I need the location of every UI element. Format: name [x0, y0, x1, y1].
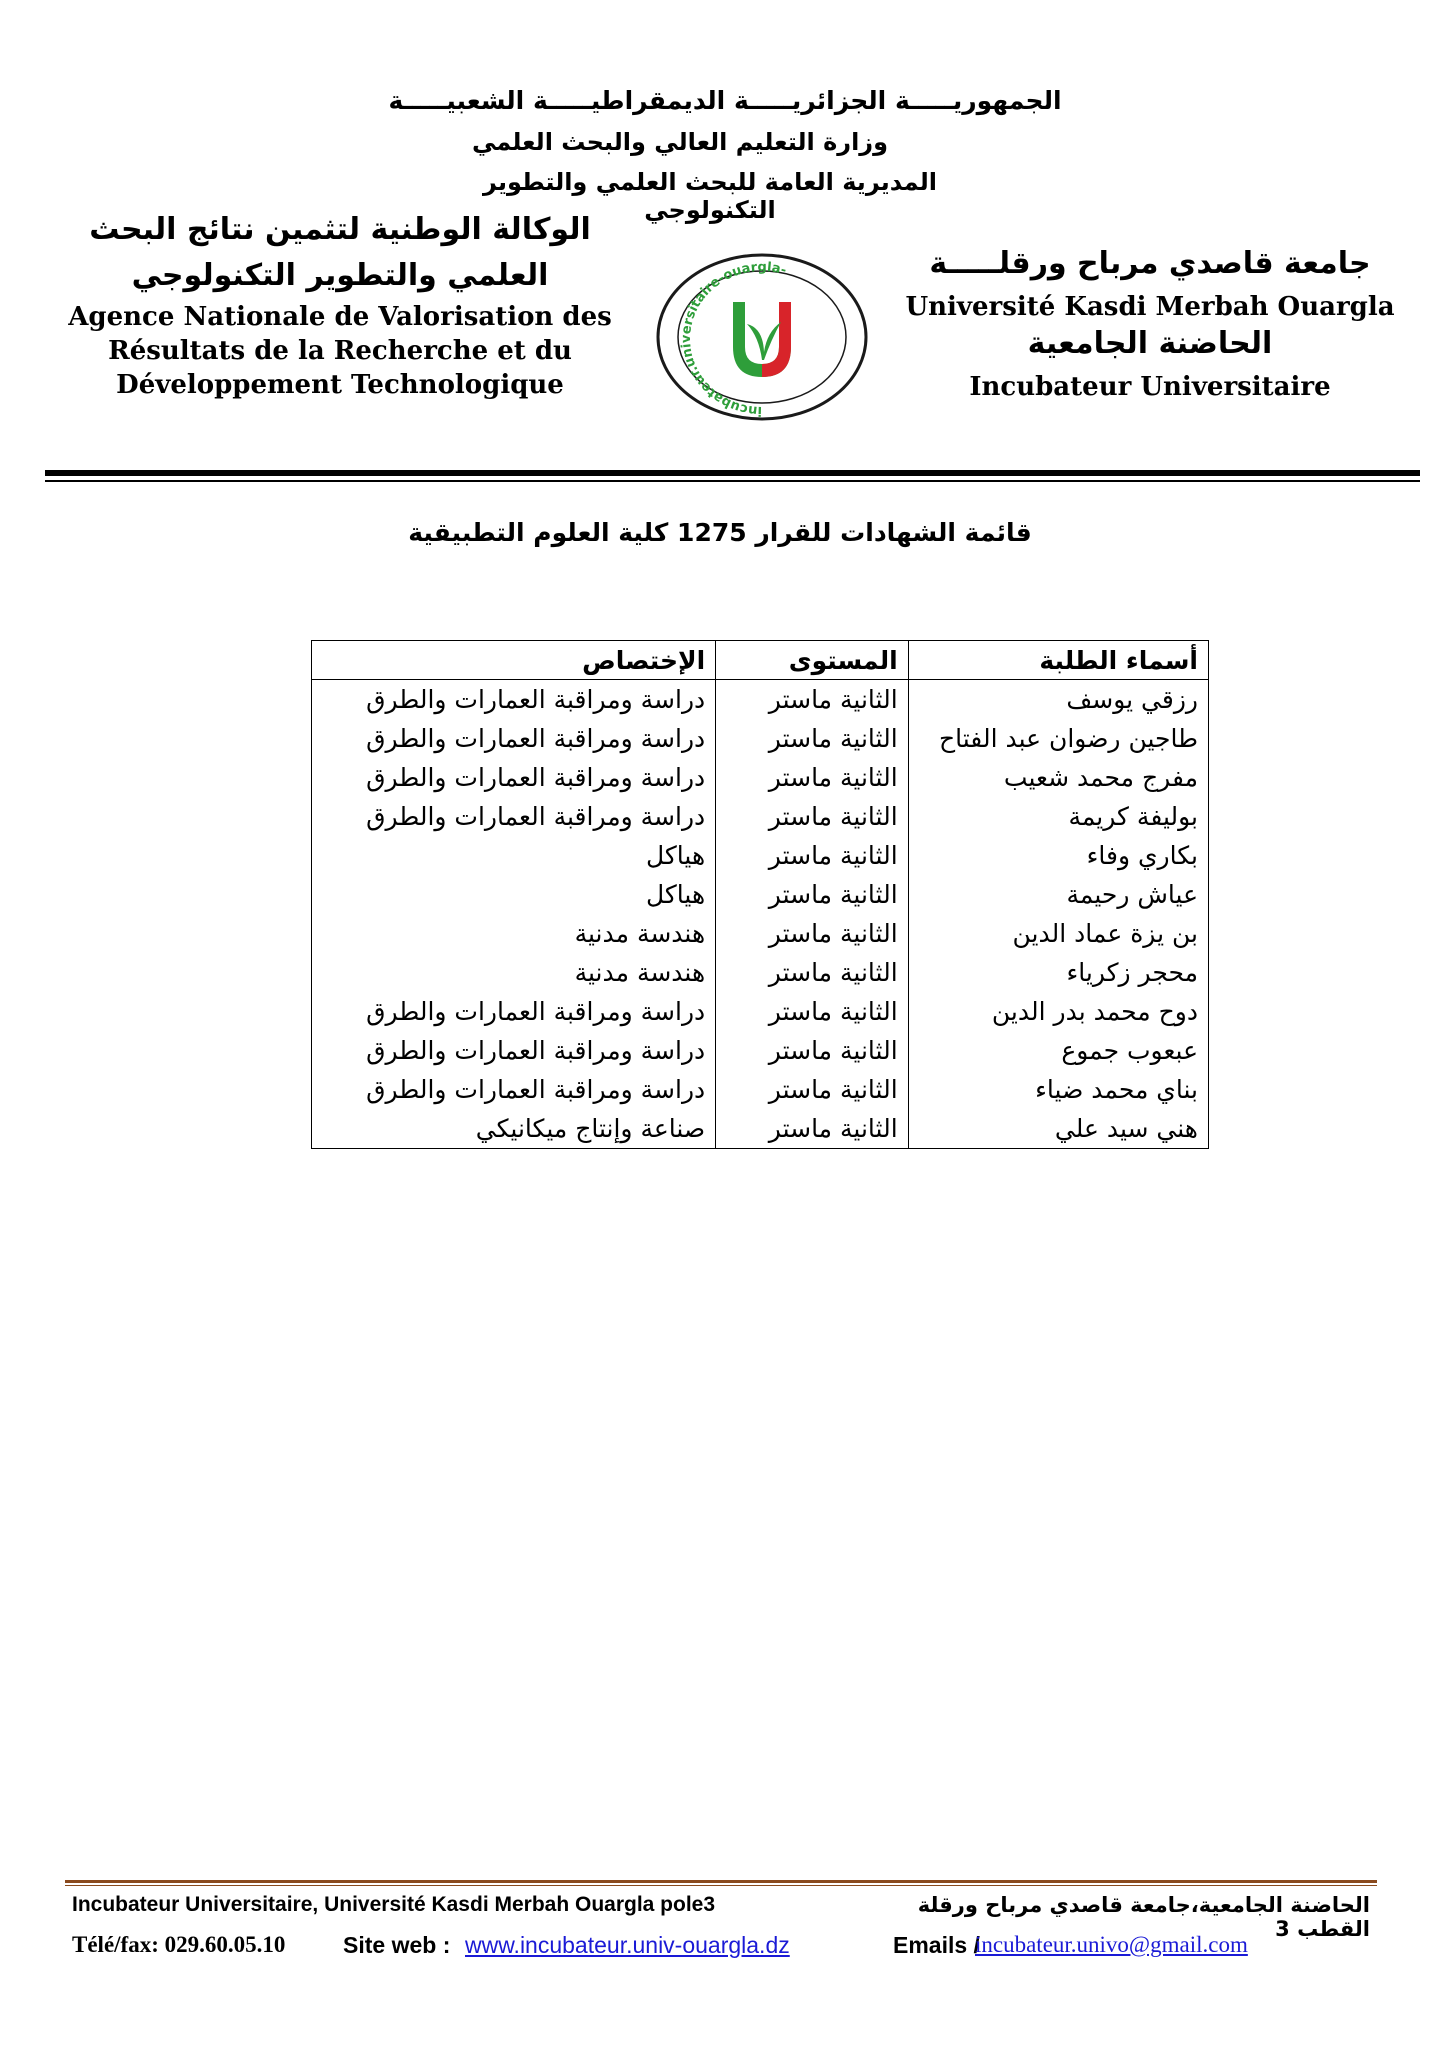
table-row [312, 953, 1209, 992]
footer-email-link[interactable]: incubateur.univo@gmail.com [975, 1932, 1248, 1957]
student-name-cell: بناي محمد ضياء [908, 1070, 1208, 1109]
specialty-cell: دراسة ومراقبة العمارات والطرق [312, 719, 716, 758]
student-name-cell: طاجين رضوان عبد الفتاح [908, 719, 1208, 758]
footer-telephone: Télé/fax: 029.60.05.10 [72, 1932, 286, 1957]
header-specialty: الإختصاص [312, 641, 716, 680]
footer-emails-label: Emails / [893, 1932, 980, 1958]
incubator-name-ar: الحاضنة الجامعية [1027, 326, 1273, 361]
university-name-fr: Université Kasdi Merbah Ouargla [905, 292, 1395, 322]
agency-name-ar-line1: الوكالة الوطنية لتثمين نتائج البحث [89, 212, 591, 247]
level-cell: الثانية ماستر [716, 1109, 909, 1149]
specialty-cell: دراسة ومراقبة العمارات والطرق [312, 1031, 716, 1070]
student-name-cell: محجر زكرياء [908, 953, 1208, 992]
footer-divider-thin [65, 1885, 1377, 1886]
student-name-cell: عياش رحيمة [908, 875, 1208, 914]
specialty-cell: هياكل [312, 875, 716, 914]
footer-site-label: Site web : [343, 1932, 451, 1958]
specialty-cell: هندسة مدنية [312, 914, 716, 953]
ministry-heading: وزارة التعليم العالي والبحث العلمي [471, 128, 889, 156]
specialty-cell: دراسة ومراقبة العمارات والطرق [312, 1070, 716, 1109]
agency-name-fr-line2: Résultats de la Recherche et du [108, 336, 572, 366]
table-row [312, 1070, 1209, 1109]
table-row [312, 1109, 1209, 1149]
specialty-cell: صناعة وإنتاج ميكانيكي [312, 1109, 716, 1149]
level-cell: الثانية ماستر [716, 1031, 909, 1070]
specialty-cell: دراسة ومراقبة العمارات والطرق [312, 680, 716, 720]
agency-name-fr-line3: Développement Technologique [116, 370, 564, 400]
level-cell: الثانية ماستر [716, 953, 909, 992]
student-name-cell: بن يزة عماد الدين [908, 914, 1208, 953]
specialty-cell: دراسة ومراقبة العمارات والطرق [312, 797, 716, 836]
list-title: قائمة الشهادات للقرار 1275 كلية العلوم التطبيقية [408, 518, 1032, 547]
table-body [312, 680, 1209, 1149]
incubator-logo [655, 252, 870, 422]
specialty-cell: هندسة مدنية [312, 953, 716, 992]
footer-website-link[interactable]: www.incubateur.univ-ouargla.dz [465, 1932, 790, 1958]
table-row [312, 797, 1209, 836]
footer-address-fr: Incubateur Universitaire, Université Kasdi Merbah Ouargla pole3 [72, 1893, 716, 1916]
student-name-cell: مفرج محمد شعيب [908, 758, 1208, 797]
student-name-cell: دوح محمد بدر الدين [908, 992, 1208, 1031]
specialty-cell: هياكل [312, 836, 716, 875]
level-cell: الثانية ماستر [716, 875, 909, 914]
table-row [312, 836, 1209, 875]
level-cell: الثانية ماستر [716, 797, 909, 836]
table-row [312, 914, 1209, 953]
level-cell: الثانية ماستر [716, 758, 909, 797]
direction-heading: المديرية العامة للبحث العلمي والتطوير التكنولوجي [483, 168, 937, 224]
table-row [312, 719, 1209, 758]
students-table [311, 640, 1209, 1149]
footer-divider [65, 1880, 1377, 1883]
specialty-cell: دراسة ومراقبة العمارات والطرق [312, 758, 716, 797]
footer-address-ar: الحاضنة الجامعية،جامعة قاصدي مرباح ورقلة القطب 3 [917, 1893, 1370, 1941]
student-name-cell: رزقي يوسف [908, 680, 1208, 720]
header-student-names: أسماء الطلبة [908, 641, 1208, 680]
agency-name-ar-line2: العلمي والتطوير التكنولوجي [131, 258, 549, 293]
university-name-ar: جامعة قاصدي مرباح ورقلـــــة [929, 246, 1371, 281]
level-cell: الثانية ماستر [716, 719, 909, 758]
student-name-cell: بوليفة كريمة [908, 797, 1208, 836]
header-divider-thin [45, 480, 1420, 482]
table-row [312, 1031, 1209, 1070]
specialty-cell: دراسة ومراقبة العمارات والطرق [312, 992, 716, 1031]
table-row [312, 758, 1209, 797]
header-divider-thick [45, 470, 1420, 476]
republic-heading: الجمهوريـــــة الجزائريـــــة الديمقراطيـــــة الشعبيـــــة [388, 86, 1062, 115]
level-cell: الثانية ماستر [716, 680, 909, 720]
level-cell: الثانية ماستر [716, 992, 909, 1031]
table-row [312, 992, 1209, 1031]
level-cell: الثانية ماستر [716, 836, 909, 875]
header-level: المستوى [716, 641, 909, 680]
student-name-cell: بكاري وفاء [908, 836, 1208, 875]
student-name-cell: عبعوب جموع [908, 1031, 1208, 1070]
logo-ring-text: incubateur.universitaire-ouargla- [679, 259, 789, 419]
level-cell: الثانية ماستر [716, 1070, 909, 1109]
table-row [312, 875, 1209, 914]
student-name-cell: هني سيد علي [908, 1109, 1208, 1149]
agency-name-fr-line1: Agence Nationale de Valorisation des [68, 302, 612, 332]
level-cell: الثانية ماستر [716, 914, 909, 953]
table-header-row [312, 641, 1209, 680]
incubator-name-fr: Incubateur Universitaire [969, 372, 1331, 402]
table-row [312, 680, 1209, 720]
